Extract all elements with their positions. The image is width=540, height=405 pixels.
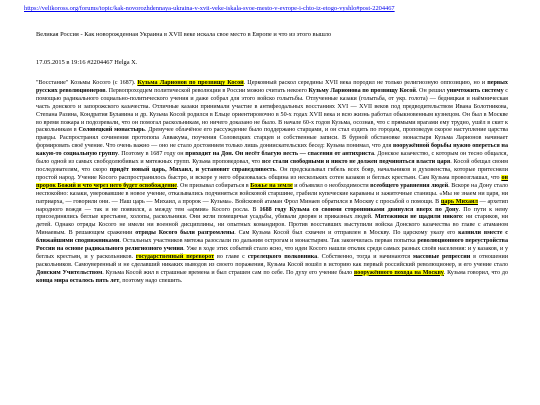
body-text: . Сам Кузьма Косой был схвачен и отправлен в Москву. По царскому указу его bbox=[234, 230, 459, 237]
article-body bbox=[36, 80, 508, 402]
bold-text: Донским Учительством bbox=[36, 269, 103, 276]
bold-text: отряды Косого были разгромлены bbox=[135, 230, 235, 237]
body-text: с помощью радикального социально-политического учения и даже собрал для этого войско голытьбы. Отлученные казаки (голытьба, от укр. голота) — бедняцкая и наёмническая часть донского и запорожского казачества. Отличные казаки принимали участие в антифеодальных восстаниях XVI — XVII веков под предводительством Ивана Болотникова, Степана Разина, Кондратия Булавина и др. Кузьма Косой родился в Ельце ориентировочно в 50-х годах XVII века и всю жизнь работал обыкновенным кузнецом. Он был в Москве во время пожара и подозревали, что он помогал раскольникам, но ничего доказано не было. В начале 60-х годов Кузьма, осознав, что с прямыми врагами ему трудно, ушёл в скит к раскольникам в bbox=[36, 87, 508, 134]
body-text: . Первопроходцем политической революции в России можно считать некоего bbox=[105, 87, 309, 94]
body-text: и объявлял о необходимости bbox=[292, 182, 371, 189]
bold-text: конца мира осталось пять лет bbox=[36, 277, 120, 284]
body-text: . Церковный раскол середины XVII века породил не только религиозную оппозицию, но и bbox=[243, 80, 488, 86]
bold-text: массовые репрессии bbox=[412, 253, 471, 260]
body-text: . Собственно, тогда и начинаются bbox=[317, 253, 413, 260]
bold-text: 1688 году Кузьма со своими сторонниками двинулся вверх по Дону bbox=[259, 206, 459, 213]
body-text: . Донское казачество, с которым он тесно общался, было одной из самых свободолюбивых и мятежных групп. Кузьма проповедовал, что bbox=[36, 151, 508, 166]
body-text: "Восстание" Козьмы Косого (с 1687). bbox=[36, 80, 138, 86]
bold-text: все стали свободными и никто не должен подчиняться власти царя bbox=[261, 159, 451, 166]
body-text: — архетип народного вождя — так и не появился, а между тем «армия» Косого росла. В bbox=[36, 198, 508, 213]
bold-text: революционного переустройства России на основе радикального религиозного учения bbox=[36, 238, 508, 253]
page-title: Великая Россия - Как новорожденная Украина в XVII веке искала свое место в Европе и что из этого вышло bbox=[36, 31, 332, 38]
highlight-text: Кузьма Ларионов по прозвищу Косой bbox=[137, 80, 244, 86]
bold-text: казнили вместе с ближайшими сподвижниками bbox=[36, 230, 508, 245]
body-text: . Уже в ходе этих событий стало ясно, что идеи Косого нашли отклик среди самых разных слоёв населения: и у казаков, и у беглых крестьян, и у раскольников. bbox=[36, 246, 508, 260]
bold-text: Кузьму Ларионова по прозвищу Косой bbox=[308, 87, 416, 94]
body-text: . Дремучее облачёное его рассуждение было поддержано старцами, и он стал ездить по городам, проповедуя скорое наступление царства правды. Распространял сочинения протопопа Аввакума, поучения Соловецких старцев и собственные записи. В бурной обстановке монастыря Кузьма Ларионов начинает формировать своё учение. Что очень важно — оно не стало достоянием только лишь дониискательских бесед: Кузьма понимал, что для bbox=[36, 127, 508, 150]
highlight-text: он пророк Божий и что через него будет освобождение bbox=[36, 174, 508, 189]
body-text: . Он предсказывал гибель всех бояр, начальников и духовенства, которые притесняли простой народ. Учение Косого распространилось быстро, и вскоре у него образовалась община из нескольких сотен казаков и беглых крестьян. Сам Кузьма провозглашал, что bbox=[36, 166, 508, 181]
body-text: , поэтому надо спешить. bbox=[119, 277, 183, 284]
body-text: . Кузьма Косой жил в страшные времена и был страшен сам по себе. По духу его учение было bbox=[102, 269, 355, 276]
bold-text: Соловецкий монастырь bbox=[78, 127, 145, 134]
body-text: . Остальных участников мятежа разослали по дальним острогам и монастырям. Так закончилась первая попытка bbox=[119, 238, 418, 245]
bold-text: приходит на Дон. Он несёт благую весть — спасения от антихриста bbox=[185, 151, 374, 158]
body-text: . Вскоре на Дону стало неспокойно: казаки, уверовавшие в новое учение, отказывались подчиняться войсковой старшине, грабили купеческие караваны и зажиточные станицы. «Мы не знаем ни царя, ни патриарха, — говорили они. — Наш царь — Михаил, а пророк — Кузьма». Войсковой атаман Фрол Минаев обратился в Москву с просьбой о помощи. В bbox=[36, 182, 508, 205]
body-text: . Он призывал собираться в bbox=[176, 182, 251, 189]
bold-text: вооружённой борьбы нужно опереться на какую-то социальную группу bbox=[36, 143, 508, 158]
body-text: . По пути к нему присоединялись беглые крестьяне, холопы, раскольники. Они жгли помещичьи усадьбы, убивали дворян и приказных людей. bbox=[36, 206, 508, 221]
body-text: . Кузьма говорил, что до bbox=[443, 269, 508, 276]
post-meta: 17.05.2015 в 19:16 #2204467 Helga X. bbox=[36, 59, 138, 66]
body-text: . Он решил bbox=[415, 87, 447, 94]
bold-text: всеобщего уравнения людей bbox=[370, 182, 449, 189]
body-text: в отношении раскольников. Самоуверенный и не сделавший никаких выводов из своего поражения, Кузьма Косой вошёл в историю как первый российский революционер, и его учение стало bbox=[36, 253, 508, 268]
bold-text: уничтожить систему bbox=[446, 87, 504, 94]
highlight-text: вооружённого похода на Москву bbox=[354, 269, 444, 276]
highlight-text: Божье на земле bbox=[250, 182, 293, 189]
bold-text: придёт новый царь, Михаил, и установит справедливость bbox=[109, 166, 276, 173]
body-text: . Косой обещал своим последователям, что скоро bbox=[36, 159, 508, 173]
body-text: . Поэтому в 1687 году он bbox=[118, 151, 186, 158]
source-url-link[interactable]: https://velikoross.org/forums/topic/kak-novorozhdennaya-ukraina-v-xvii-veke-iskala-svoe-mesto-v-evrope-i-chto-iz-etogo-vyshlo#post-2204467 bbox=[24, 5, 395, 12]
highlight-text: государственный переворот bbox=[135, 253, 215, 260]
highlight-text: царь Михаил bbox=[440, 198, 478, 205]
body-text: во главе с bbox=[214, 253, 248, 260]
body-text: : ни стариков, ни детей. Однако отряды Косого не имели ни военной дисциплины, ни опытных командиров. Против восставших выступили войска Донского казачества во главе с атаманом Минаевым. В решающем сражении bbox=[36, 214, 508, 237]
bold-text: Мятежники не щадили никого bbox=[374, 214, 462, 221]
bold-text: стрелецкого полковника bbox=[247, 253, 318, 260]
bold-text: первых русских революционеров bbox=[36, 80, 508, 94]
